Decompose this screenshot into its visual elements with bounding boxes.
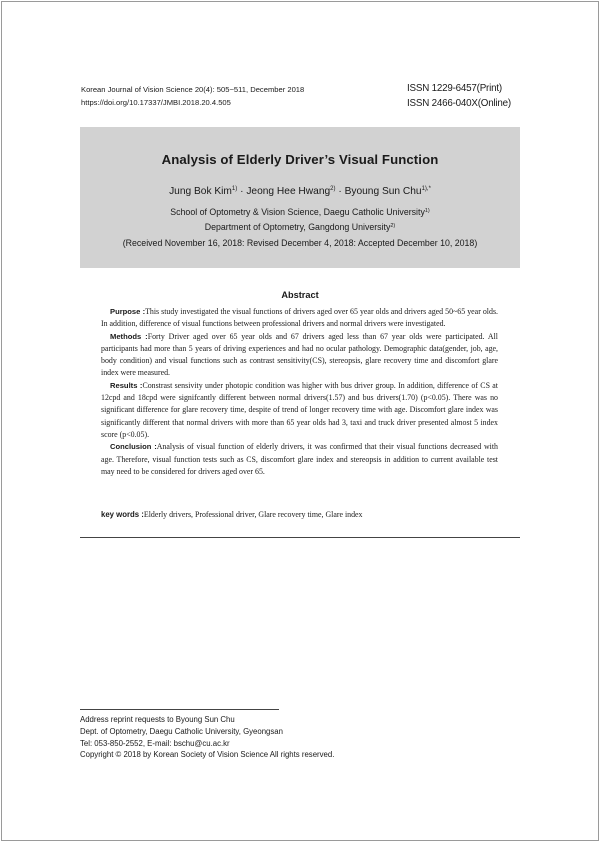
contact-info: Tel: 053-850-2552, E-mail: bschu@cu.ac.kr [80, 738, 230, 748]
department-address: Dept. of Optometry, Daegu Catholic University, Gyeongsan [80, 726, 283, 736]
abstract-methods [101, 331, 498, 380]
author-separator: · [335, 186, 345, 197]
abstract-heading: Abstract [281, 290, 319, 300]
author-name: Jung Bok Kim [169, 186, 232, 197]
author-affiliation-mark: 2) [330, 186, 336, 192]
copyright-notice: Copyright © 2018 by Korean Society of Vision Science All rights reserved. [80, 750, 335, 760]
keywords-label: key words : [101, 510, 144, 519]
affiliation-mark: 2) [390, 223, 396, 229]
affiliation [80, 207, 520, 217]
title-box [80, 127, 520, 268]
author-name: Byoung Sun Chu [344, 186, 422, 197]
results-text: Constrast sensivity under photopic condition was higher with bus driver group. In addition, difference of CS at 12cpd and 18cpd were signifcantly different between normal drivers(1.57) and bus drivers(1.70) (p<0.05). There was no significant difference for glare recovery time, despite of trend of longer recovery time with age. Discomfort glare index was significantly different that normal drivers with more than 65 year olds had 3, taxi and truck driver presented almost 5 index score (p<0.05). [101, 380, 498, 439]
author-affiliation-mark: 1),* [421, 186, 431, 192]
methods-label: Methods : [110, 331, 148, 341]
author-line [80, 186, 520, 197]
purpose-label: Purpose : [110, 307, 146, 316]
methods-text: Forty Driver aged over 65 year olds and 67 drivers aged less than 67 year olds were participated. All participants had more than 5 years of driving experiences and had no ocular pathology. Demographic data(gender, job, age, body condition) and visual functions such as contrast sensitivity(CS), stereopsis, glare recovery time and discomfort glare index were measured. [101, 331, 498, 378]
journal-citation: Korean Journal of Vision Science 20(4): 505~511, December 2018 [81, 85, 305, 94]
article-title: Analysis of Elderly Driver’s Visual Function [161, 152, 439, 167]
issn-block [407, 82, 511, 111]
conclusion-label: Conclusion : [110, 442, 157, 452]
abstract-conclusion [101, 441, 498, 478]
abstract-divider [80, 537, 520, 538]
issn-online: ISSN 2466-040X(Online) [407, 97, 511, 109]
affiliation [80, 222, 520, 232]
author-affiliation-mark: 1) [231, 186, 238, 192]
affiliation-text: Department of Optometry, Gangdong University [204, 222, 391, 232]
affiliation-mark: 1) [424, 208, 430, 214]
journal-header [81, 84, 304, 109]
received-dates: (Received November 16, 2018: Revised December 4, 2018: Accepted December 10, 2018) [122, 238, 478, 248]
purpose-text: This study investigated the visual functions of drivers aged over 65 year olds and drivers aged 50~65 year olds. In addition, difference of visual functions between professional drivers and normal drivers were investigated. [101, 307, 498, 329]
results-label: Results : [110, 380, 143, 390]
abstract-body [101, 306, 498, 478]
footnote-block [80, 714, 334, 761]
author-separator: · [237, 186, 247, 197]
abstract-purpose [101, 306, 498, 331]
reprint-address: Address reprint requests to Byoung Sun Chu [80, 715, 235, 724]
conclusion-text: Analysis of visual function of elderly drivers, it was confirmed that their visual functions decreased with age. Therefore, visual function tests such as CS, discomfort glare index and stereopsis in addition to current available test may need to be considered for drivers aged over 65. [101, 442, 498, 476]
doi-link[interactable]: https://doi.org/10.17337/JMBI.2018.20.4.505 [81, 97, 231, 107]
affiliation-text: School of Optometry & Vision Science, Daegu Catholic University [170, 207, 425, 217]
keywords-line [101, 510, 501, 519]
keywords-text: Elderly drivers, Professional driver, Glare recovery time, Glare index [143, 510, 363, 519]
issn-print: ISSN 1229-6457(Print) [407, 83, 502, 94]
abstract-results [101, 380, 498, 441]
author-name: Jeong Hee Hwang [246, 186, 331, 197]
footnote-divider [80, 709, 279, 710]
